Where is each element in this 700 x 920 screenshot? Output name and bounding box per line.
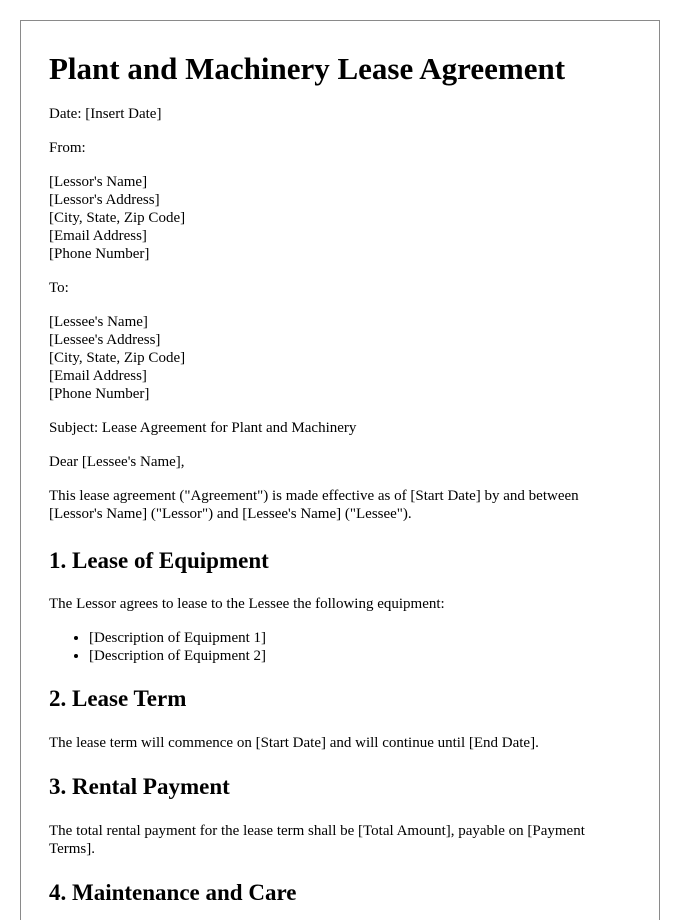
document-page — [20, 20, 660, 920]
lessor-phone: [Phone Number] — [49, 246, 150, 262]
lessor-address: [Lessor's Address] — [49, 192, 160, 208]
section-text-lease-term: The lease term will commence on [Start Date] and will continue until [End Date]. — [49, 735, 539, 751]
from-label: From: — [49, 140, 86, 156]
salutation: Dear [Lessee's Name], — [49, 454, 185, 470]
lessee-name: [Lessee's Name] — [49, 314, 148, 330]
section-text-rental-payment: The total rental payment for the lease term shall be [Total Amount], payable on [Payment Terms]. — [49, 823, 585, 857]
section-heading-maintenance-and-care: 4. Maintenance and Care — [49, 880, 297, 905]
date-line: Date: [Insert Date] — [49, 106, 162, 122]
equipment-list — [49, 629, 631, 665]
list-item: • [Description of Equipment 2] — [89, 647, 631, 665]
lessee-city-state-zip: [City, State, Zip Code] — [49, 350, 186, 366]
lessor-email: [Email Address] — [49, 228, 147, 244]
intro-paragraph: This lease agreement ("Agreement") is made effective as of [Start Date] by and between [Lessor's Name] ("Lessor") and [Lessee's Name] ("Lessee"). — [49, 488, 579, 522]
lessor-address-block — [49, 173, 631, 263]
list-item: • [Description of Equipment 1] — [89, 629, 631, 647]
lessee-address: [Lessee's Address] — [49, 332, 161, 348]
section-text-lease-of-equipment: The Lessor agrees to lease to the Lessee the following equipment: — [49, 596, 445, 612]
lessee-email: [Email Address] — [49, 368, 147, 384]
document-title: Plant and Machinery Lease Agreement — [49, 51, 566, 86]
lessee-address-block — [49, 313, 631, 403]
lessor-name: [Lessor's Name] — [49, 174, 148, 190]
section-heading-lease-term: 2. Lease Term — [49, 686, 187, 711]
section-heading-lease-of-equipment: 1. Lease of Equipment — [49, 548, 269, 573]
lessee-phone: [Phone Number] — [49, 386, 150, 402]
subject-line: Subject: Lease Agreement for Plant and Machinery — [49, 420, 357, 436]
to-label: To: — [49, 280, 69, 296]
lessor-city-state-zip: [City, State, Zip Code] — [49, 210, 186, 226]
section-heading-rental-payment: 3. Rental Payment — [49, 774, 230, 799]
